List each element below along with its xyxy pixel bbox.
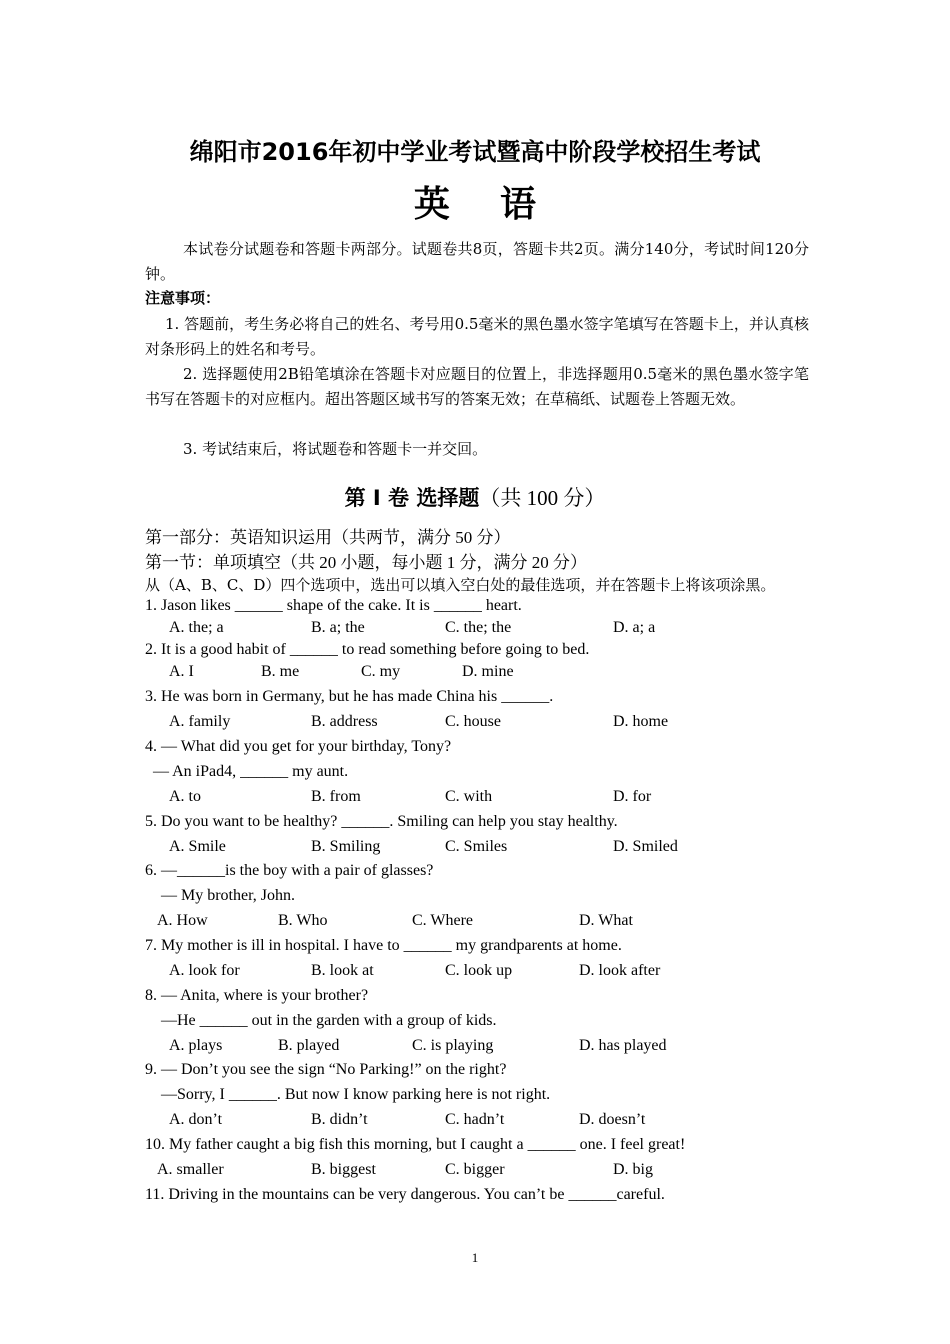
option-c: C. my <box>361 663 401 680</box>
option-a: A. plays <box>169 1037 223 1054</box>
exam-title: 绵阳市2016年初中学业考试暨高中阶段学校招生考试 <box>189 138 761 166</box>
option-c: C. with <box>445 788 493 805</box>
option-d: D. What <box>579 912 633 929</box>
option-a: A. How <box>157 912 208 929</box>
intro-paragraph: 本试卷分试题卷和答题卡两部分。试题卷共8页，答题卡共2页。满分140分，考试时间120分钟。 <box>145 240 809 283</box>
instruction: 从（A、B、C、D）四个选项中，选出可以填入空白处的最佳选项，并在答题卡上将该项涂黑。 <box>145 576 776 594</box>
question-2: 2. It is a good habit of ______ to read something before going to bed. <box>145 641 590 658</box>
option-d: D. mine <box>462 663 514 680</box>
option-b: B. didn’t <box>311 1111 368 1128</box>
option-d: D. Smiled <box>613 838 678 855</box>
note-2: 2. 选择题使用2B铅笔填涂在答题卡对应题目的位置上，非选择题用0.5毫米的黑色墨水签字笔书写在答题卡的对应框内。超出答题区域书写的答案无效；在草稿纸、试题卷上答题无效。 <box>145 365 809 408</box>
question-1: 1. Jason likes ______ shape of the cake. It is ______ heart. <box>145 597 522 614</box>
option-d: D. has played <box>579 1037 667 1054</box>
option-c: C. house <box>445 713 501 730</box>
option-b: B. Who <box>278 912 328 929</box>
option-d: D. look after <box>579 962 661 979</box>
option-b: B. me <box>261 663 300 680</box>
subsection-heading <box>145 548 587 573</box>
option-a: A. I <box>169 663 194 680</box>
question-11: 11. Driving in the mountains can be very dangerous. You can’t be ______careful. <box>145 1186 665 1203</box>
question-4-reply: — An iPad4, ______ my aunt. <box>153 763 349 780</box>
option-b: B. look at <box>311 962 374 979</box>
question-8-reply: —He ______ out in the garden with a group of kids. <box>161 1012 497 1029</box>
note-3: 3. 考试结束后，将试题卷和答题卡一并交回。 <box>183 440 488 458</box>
option-c: C. look up <box>445 962 513 979</box>
option-a: A. look for <box>169 962 240 979</box>
option-d: D. a; a <box>613 619 656 636</box>
option-d: D. for <box>613 788 652 805</box>
part-heading-bold: 第一部分：英语知识运用 <box>145 528 332 548</box>
option-d: D. home <box>613 713 669 730</box>
notes-heading: 注意事项： <box>145 289 221 307</box>
option-c: C. Smiles <box>445 838 508 855</box>
question-9-reply: —Sorry, I ______. But now I know parking here is not right. <box>161 1086 551 1103</box>
question-3: 3. He was born in Germany, but he has made China his ______. <box>145 688 554 705</box>
option-a: A. don’t <box>169 1111 223 1128</box>
option-c: C. bigger <box>445 1161 505 1178</box>
section-title-bold: 第 I 卷 选择题 <box>344 486 480 510</box>
option-a: A. to <box>169 788 201 805</box>
option-b: B. a; the <box>311 619 365 636</box>
part-heading-rest: （共两节，满分 50 分） <box>332 528 511 547</box>
note-1: 1. 答题前，考生务必将自己的姓名、考号用0.5毫米的黑色墨水签字笔填写在答题卡上，并认真核对条形码上的姓名和考号。 <box>145 315 809 358</box>
option-c: C. Where <box>412 912 474 929</box>
section-title-rest: （共 100 分） <box>479 486 606 510</box>
question-7: 7. My mother is ill in hospital. I have to ______ my grandparents at home. <box>145 937 622 954</box>
section-title <box>0 482 950 512</box>
option-d: D. doesn’t <box>579 1111 646 1128</box>
option-c: C. is playing <box>412 1037 494 1054</box>
subsection-heading-rest: （共 20 小题，每小题 1 分，满分 20 分） <box>281 553 587 572</box>
option-b: B. played <box>278 1037 340 1054</box>
option-b: B. from <box>311 788 361 805</box>
question-4: 4. — What did you get for your birthday, Tony? <box>145 738 452 755</box>
part-heading <box>145 523 511 548</box>
option-a: A. Smile <box>169 838 226 855</box>
option-b: B. address <box>311 713 378 730</box>
question-5: 5. Do you want to be healthy? ______. Smiling can help you stay healthy. <box>145 813 618 830</box>
option-c: C. hadn’t <box>445 1111 505 1128</box>
subject-title: 英 语 <box>413 184 537 225</box>
option-b: B. biggest <box>311 1161 376 1178</box>
option-a: A. the; a <box>169 619 224 636</box>
question-6-reply: — My brother, John. <box>161 887 296 904</box>
option-d: D. big <box>613 1161 653 1178</box>
page-number: 1 <box>471 1250 479 1265</box>
option-a: A. family <box>169 713 231 730</box>
option-c: C. the; the <box>445 619 512 636</box>
question-6: 6. —______is the boy with a pair of glasses? <box>145 862 434 879</box>
question-9: 9. — Don’t you see the sign “No Parking!” on the right? <box>145 1061 507 1078</box>
question-8: 8. — Anita, where is your brother? <box>145 987 369 1004</box>
option-b: B. Smiling <box>311 838 381 855</box>
subsection-heading-bold: 第一节：单项填空 <box>145 553 281 573</box>
option-a: A. smaller <box>157 1161 224 1178</box>
question-10: 10. My father caught a big fish this morning, but I caught a ______ one. I feel great! <box>145 1136 686 1153</box>
